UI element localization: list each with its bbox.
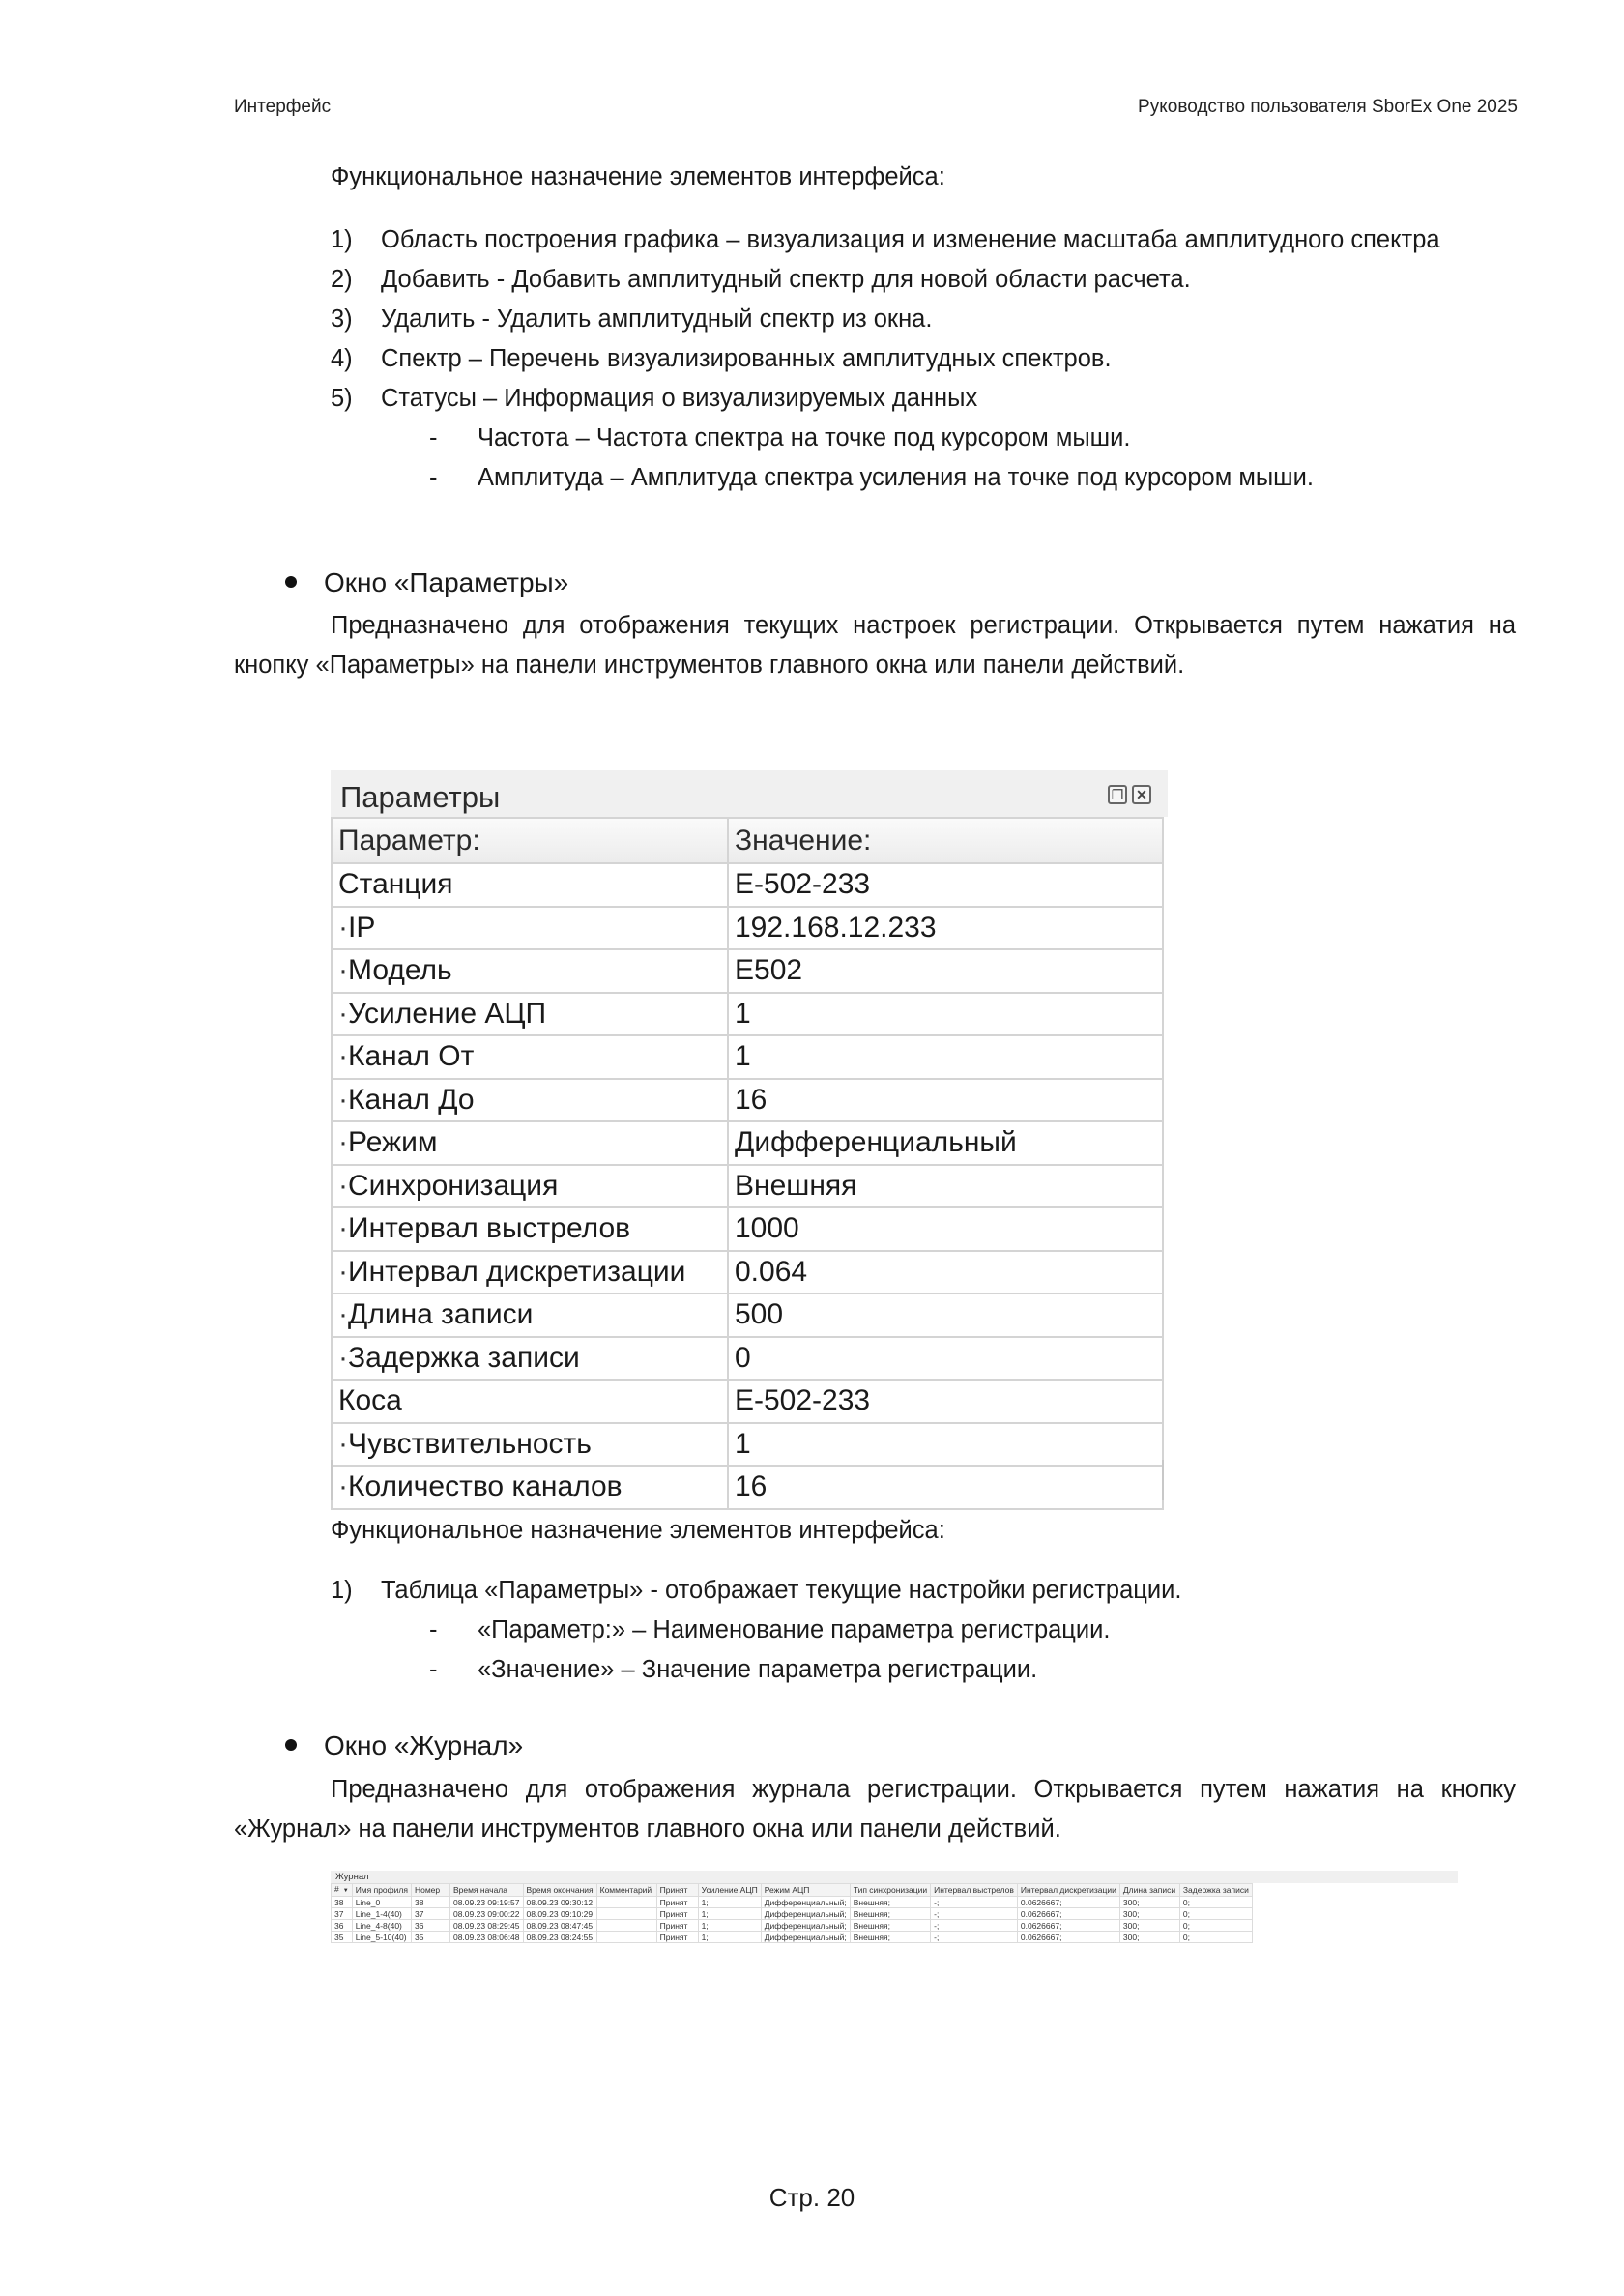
parameter-name-cell: · Канал От <box>332 1035 728 1079</box>
header-document-title: Руководство пользователя SborEx One 2025 <box>1138 97 1518 117</box>
list-number: 2) <box>331 266 353 293</box>
table-cell: Принят <box>656 1897 698 1908</box>
dash-marker: - <box>429 464 438 491</box>
table-cell <box>596 1908 656 1920</box>
sort-descending-icon[interactable]: ▼ <box>342 1888 349 1894</box>
parameter-value-cell: E-502-233 <box>728 863 1163 907</box>
list-item <box>331 300 1516 339</box>
section1-list <box>331 220 1516 498</box>
column-header[interactable]: Комментарий <box>596 1884 656 1897</box>
list-item <box>331 339 1516 379</box>
table-cell: -; <box>931 1920 1018 1932</box>
params-section-description: Предназначено для отображения текущих настроек регистрации. Открывается путем нажатия на кнопку «Параметры» на панели инструментов главного окна или панели действий. <box>234 612 1516 679</box>
parameters-window <box>331 770 1168 1503</box>
parameter-value-cell: 0 <box>728 1337 1163 1381</box>
table-row[interactable] <box>332 1897 1253 1908</box>
parameter-name-cell: · Задержка записи <box>332 1337 728 1381</box>
sublist-item <box>331 419 1516 458</box>
parameter-value-cell: 500 <box>728 1293 1163 1337</box>
column-header[interactable]: Режим АЦП <box>761 1884 850 1897</box>
table-cell: Дифференциальный; <box>761 1920 850 1932</box>
table-cell: 08.09.23 09:19:57 <box>450 1897 523 1908</box>
table-cell: 08.09.23 08:24:55 <box>523 1932 596 1943</box>
table-cell: 35 <box>332 1932 353 1943</box>
column-header[interactable]: Время начала <box>450 1884 523 1897</box>
column-header[interactable]: Время окончания <box>523 1884 596 1897</box>
list-item-text: Удалить - Удалить амплитудный спектр из окна. <box>381 305 933 333</box>
parameters-table <box>331 817 1164 1510</box>
table-row[interactable] <box>332 1035 1163 1079</box>
table-cell: 36 <box>411 1920 450 1932</box>
section2-intro: Функциональное назначение элементов интерфейса: <box>331 1517 945 1544</box>
table-cell: 300; <box>1119 1920 1179 1932</box>
page-number: Стр. 20 <box>768 2183 856 2212</box>
parameters-window-titlebar <box>331 770 1168 817</box>
table-cell <box>596 1920 656 1932</box>
column-header-label: # <box>334 1884 339 1894</box>
parameter-name-cell: · Длина записи <box>332 1293 728 1337</box>
bullet-icon <box>285 1739 297 1751</box>
table-row[interactable] <box>332 1121 1163 1165</box>
sublist-item-text: Амплитуда – Амплитуда спектра усиления на точке под курсором мыши. <box>478 464 1314 491</box>
table-cell: -; <box>931 1932 1018 1943</box>
table-cell: 0.0626667; <box>1017 1908 1119 1920</box>
table-cell: Line_5-10(40) <box>352 1932 411 1943</box>
table-cell: 0; <box>1179 1920 1252 1932</box>
journal-section-title: Окно «Журнал» <box>324 1730 524 1760</box>
table-cell: Внешняя; <box>850 1897 930 1908</box>
table-cell: 0; <box>1179 1908 1252 1920</box>
parameter-name-cell: · Чувствительность <box>332 1423 728 1467</box>
table-cell: 0.0626667; <box>1017 1897 1119 1908</box>
list-item-text: Статусы – Информация о визуализируемых данных <box>381 385 978 412</box>
table-cell: 1; <box>698 1897 761 1908</box>
journal-window <box>331 1871 1458 1962</box>
column-header[interactable]: Имя профиля <box>352 1884 411 1897</box>
table-row[interactable] <box>332 1337 1163 1381</box>
sublist-item-text: «Параметр:» – Наименование параметра регистрации. <box>478 1616 1111 1643</box>
column-header-parameter[interactable]: Параметр: <box>332 818 728 863</box>
table-row[interactable] <box>332 1920 1253 1932</box>
table-cell: 38 <box>411 1897 450 1908</box>
table-cell <box>596 1932 656 1943</box>
table-cell: Принят <box>656 1908 698 1920</box>
list-number: 5) <box>331 385 353 412</box>
table-cell: 08.09.23 08:47:45 <box>523 1920 596 1932</box>
parameter-value-cell: 1000 <box>728 1207 1163 1251</box>
table-cell: 38 <box>332 1897 353 1908</box>
table-cell: 08.09.23 09:10:29 <box>523 1908 596 1920</box>
sublist-item <box>331 1611 1516 1650</box>
table-cell: 1; <box>698 1908 761 1920</box>
params-section-title: Окно «Параметры» <box>324 567 569 597</box>
table-cell: 35 <box>411 1932 450 1943</box>
parameter-value-cell: 16 <box>728 1079 1163 1122</box>
parameter-name-cell: Коса <box>332 1380 728 1423</box>
list-number: 4) <box>331 345 353 372</box>
dash-marker: - <box>429 424 438 451</box>
table-cell: 08.09.23 08:06:48 <box>450 1932 523 1943</box>
journal-table-body <box>332 1897 1253 1943</box>
journal-section-heading <box>285 1730 523 1761</box>
table-row[interactable] <box>332 863 1163 907</box>
table-row[interactable] <box>332 1207 1163 1251</box>
dash-marker: - <box>429 1656 438 1683</box>
table-row[interactable] <box>332 1293 1163 1337</box>
table-cell: Принят <box>656 1920 698 1932</box>
table-cell: 0.0626667; <box>1017 1920 1119 1932</box>
table-cell: 1; <box>698 1920 761 1932</box>
close-icon[interactable]: ✕ <box>1132 785 1151 804</box>
sublist-item-text: Частота – Частота спектра на точке под курсором мыши. <box>478 424 1131 451</box>
section1-intro: Функциональное назначение элементов интерфейса: <box>331 163 945 190</box>
table-cell: Line_0 <box>352 1897 411 1908</box>
table-cell <box>596 1897 656 1908</box>
list-number: 1) <box>331 1577 353 1604</box>
parameter-name-cell: · Интервал выстрелов <box>332 1207 728 1251</box>
table-cell: Line_1-4(40) <box>352 1908 411 1920</box>
table-row[interactable] <box>332 1380 1163 1423</box>
column-header[interactable]: Интервал выстрелов <box>931 1884 1018 1897</box>
column-header-value[interactable]: Значение: <box>728 818 1163 863</box>
table-cell: 08.09.23 09:30:12 <box>523 1897 596 1908</box>
table-cell: 37 <box>332 1908 353 1920</box>
column-header[interactable]: Длина записи <box>1119 1884 1179 1897</box>
table-cell: -; <box>931 1897 1018 1908</box>
column-header[interactable]: Усиление АЦП <box>698 1884 761 1897</box>
list-item-text: Добавить - Добавить амплитудный спектр для новой области расчета. <box>381 266 1191 293</box>
section2-list <box>331 1571 1516 1690</box>
table-header-row <box>332 818 1163 863</box>
table-cell: Дифференциальный; <box>761 1908 850 1920</box>
column-header[interactable]: Задержка записи <box>1179 1884 1252 1897</box>
parameters-window-title: Параметры <box>340 780 501 814</box>
journal-section-description: Предназначено для отображения журнала регистрации. Открывается путем нажатия на кнопку «Журнал» на панели инструментов главного окна или панели действий. <box>234 1776 1516 1843</box>
table-cell: Внешняя; <box>850 1920 930 1932</box>
section2-sublist <box>331 1611 1516 1690</box>
sublist-item <box>331 458 1516 498</box>
parameter-name-cell: · Режим <box>332 1121 728 1165</box>
parameter-value-cell: 1 <box>728 993 1163 1036</box>
column-header[interactable] <box>332 1884 353 1897</box>
table-header-row <box>332 1884 1253 1897</box>
table-row[interactable] <box>332 993 1163 1036</box>
params-section-heading <box>285 567 568 598</box>
journal-window-title: Журнал <box>331 1871 1458 1883</box>
table-row[interactable] <box>332 1932 1253 1943</box>
list-item <box>331 260 1516 300</box>
table-cell: Line_4-8(40) <box>352 1920 411 1932</box>
parameter-value-cell: 192.168.12.233 <box>728 907 1163 950</box>
column-header[interactable]: Принят <box>656 1884 698 1897</box>
table-row[interactable] <box>332 1079 1163 1122</box>
table-cell: 37 <box>411 1908 450 1920</box>
table-cell: Принят <box>656 1932 698 1943</box>
list-item-text: Спектр – Перечень визуализированных амплитудных спектров. <box>381 345 1112 372</box>
list-number: 1) <box>331 226 353 253</box>
table-cell: Внешняя; <box>850 1932 930 1943</box>
parameter-name-cell: · IP <box>332 907 728 950</box>
column-header[interactable]: Номер <box>411 1884 450 1897</box>
table-cell: 1; <box>698 1932 761 1943</box>
sublist-item <box>331 1650 1516 1690</box>
table-row[interactable] <box>332 1908 1253 1920</box>
parameter-value-cell: E-502-233 <box>728 1380 1163 1423</box>
list-item-text: Таблица «Параметры» - отображает текущие настройки регистрации. <box>381 1577 1182 1604</box>
table-cell: 300; <box>1119 1908 1179 1920</box>
parameter-value-cell: 16 <box>728 1466 1163 1509</box>
parameter-value-cell: E502 <box>728 949 1163 993</box>
parameter-name-cell: · Усиление АЦП <box>332 993 728 1036</box>
table-cell: 36 <box>332 1920 353 1932</box>
table-cell: 08.09.23 08:29:45 <box>450 1920 523 1932</box>
parameter-value-cell: Внешняя <box>728 1165 1163 1208</box>
parameter-value-cell: Дифференциальный <box>728 1121 1163 1165</box>
column-header[interactable]: Интервал дискретизации <box>1017 1884 1119 1897</box>
table-cell: 0.0626667; <box>1017 1932 1119 1943</box>
parameter-value-cell: 1 <box>728 1035 1163 1079</box>
table-cell: Дифференциальный; <box>761 1897 850 1908</box>
list-item <box>331 379 1516 419</box>
table-cell: 0; <box>1179 1897 1252 1908</box>
sublist-item-text: «Значение» – Значение параметра регистрации. <box>478 1656 1038 1683</box>
section1-sublist <box>331 419 1516 498</box>
list-item-text: Область построения графика – визуализация и изменение масштаба амплитудного спектра <box>381 226 1440 253</box>
table-row[interactable] <box>332 1251 1163 1294</box>
bullet-icon <box>285 576 297 588</box>
parameter-value-cell: 0.064 <box>728 1251 1163 1294</box>
list-number: 3) <box>331 305 353 333</box>
parameter-name-cell: · Интервал дискретизации <box>332 1251 728 1294</box>
journal-table <box>331 1883 1253 1943</box>
parameter-name-cell: · Количество каналов <box>332 1466 728 1509</box>
table-cell: 300; <box>1119 1897 1179 1908</box>
table-row[interactable] <box>332 1165 1163 1208</box>
table-row[interactable] <box>332 949 1163 993</box>
parameter-name-cell: · Модель <box>332 949 728 993</box>
table-cell: 0; <box>1179 1932 1252 1943</box>
table-row[interactable] <box>332 907 1163 950</box>
parameter-name-cell: · Синхронизация <box>332 1165 728 1208</box>
header-section-title: Интерфейс <box>234 97 332 117</box>
parameters-table-empty-area <box>331 1460 1164 1500</box>
table-cell: Внешняя; <box>850 1908 930 1920</box>
float-window-icon[interactable]: ❐ <box>1108 785 1127 804</box>
parameter-name-cell: · Канал До <box>332 1079 728 1122</box>
table-cell: 08.09.23 09:00:22 <box>450 1908 523 1920</box>
parameter-name-cell: Станция <box>332 863 728 907</box>
dash-marker: - <box>429 1616 438 1643</box>
parameter-value-cell: 1 <box>728 1423 1163 1467</box>
parameters-table-body <box>332 863 1163 1509</box>
column-header[interactable]: Тип синхронизации <box>850 1884 930 1897</box>
table-cell: 300; <box>1119 1932 1179 1943</box>
table-cell: Дифференциальный; <box>761 1932 850 1943</box>
table-cell: -; <box>931 1908 1018 1920</box>
list-item <box>331 1571 1516 1611</box>
list-item <box>331 220 1516 260</box>
